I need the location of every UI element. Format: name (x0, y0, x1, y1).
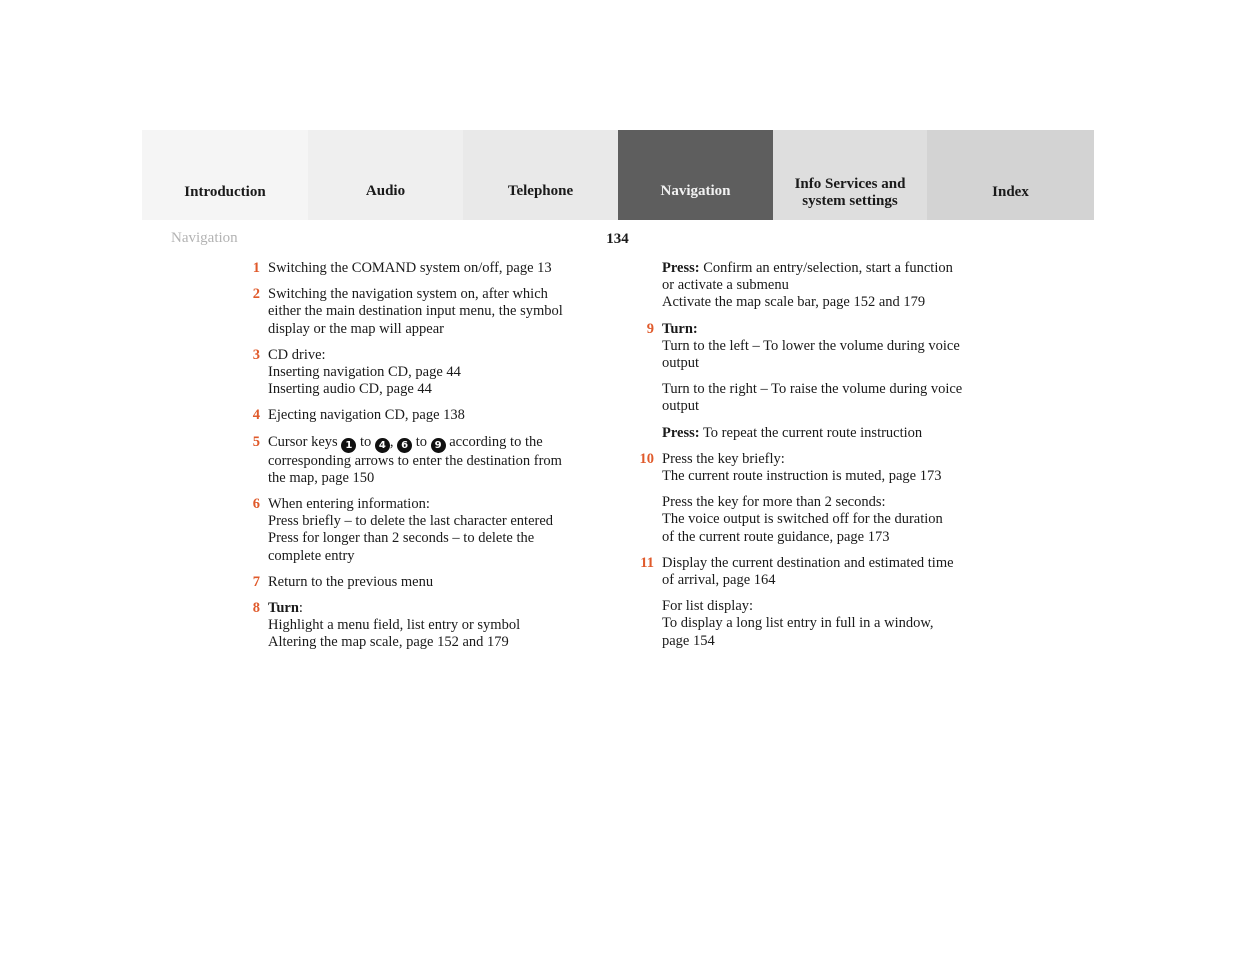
list-item (232, 260, 612, 277)
tab-navigation-active[interactable] (618, 130, 773, 220)
text-fragment: Cursor keys (268, 433, 342, 450)
text-fragment: Confirm an entry/selection, start a function (699, 260, 953, 276)
item-number: 7 (252, 573, 260, 590)
item-text: page 154 (662, 632, 715, 649)
tab-index[interactable] (927, 130, 1094, 220)
item-number: 2 (252, 286, 260, 303)
key-4-icon: 4 (375, 438, 390, 453)
right-column (626, 260, 1016, 659)
item-text: The voice output is switched off for the duration (662, 511, 943, 528)
key-6-icon: 6 (397, 438, 412, 453)
chapter-tabs (142, 130, 1094, 220)
item-text: Switching the navigation system on, after which (268, 286, 548, 303)
list-item (626, 260, 1016, 312)
item-text: For list display: (662, 598, 754, 615)
tab-info-services[interactable] (773, 130, 927, 220)
item-text: Press the key briefly: (662, 450, 785, 467)
item-text: Press the key for more than 2 seconds: (662, 494, 886, 511)
text-fragment: to (356, 433, 375, 450)
item-text: Highlight a menu field, list entry or symbol (268, 617, 521, 634)
item-number: 9 (646, 320, 654, 337)
key-1-icon: 1 (341, 438, 356, 453)
list-item (626, 555, 1016, 650)
list-item (626, 321, 1016, 442)
turn-heading: Turn: (662, 320, 698, 337)
item-text: Press for longer than 2 seconds – to delete the (268, 530, 535, 547)
item-heading (268, 600, 612, 617)
item-text: of arrival, page 164 (662, 572, 776, 589)
item-text: display or the map will appear (268, 320, 444, 337)
item-text (662, 425, 1016, 442)
list-item (232, 434, 612, 487)
item-text: The current route instruction is muted, page 173 (662, 468, 942, 485)
item-text: Inserting navigation CD, page 44 (268, 364, 461, 381)
item-text: Switching the COMAND system on/off, page 13 (268, 260, 552, 276)
tab-label: Audio (365, 183, 406, 199)
item-paragraph (662, 555, 1016, 589)
section-title: Navigation (171, 230, 238, 246)
text-fragment: according to the (445, 433, 543, 450)
list-item (232, 496, 612, 565)
item-paragraph (662, 494, 1016, 546)
tab-label: Index (992, 184, 1029, 200)
tab-label: Info Services and system settings (794, 176, 906, 209)
press-heading: Press: (662, 424, 700, 441)
tab-label: Introduction (184, 184, 266, 200)
item-text (662, 260, 1016, 277)
item-text: To display a long list entry in full in a window, (662, 615, 934, 632)
list-item (232, 286, 612, 338)
text-fragment: to (412, 433, 431, 450)
tab-label: Telephone (507, 183, 574, 199)
item-number: 5 (252, 433, 260, 450)
item-number: 8 (252, 600, 260, 617)
item-text: output (662, 398, 700, 415)
item-text: When entering information: (268, 496, 430, 513)
item-text: complete entry (268, 547, 355, 564)
item-text: Press briefly – to delete the last character entered (268, 513, 554, 530)
item-text: Return to the previous menu (268, 573, 434, 590)
item-text: Inserting audio CD, page 44 (268, 381, 432, 398)
item-paragraph (662, 598, 1016, 650)
turn-heading: Turn (268, 600, 299, 617)
item-number: 11 (640, 554, 654, 571)
item-text (268, 434, 612, 453)
item-text: corresponding arrows to enter the destination from (268, 452, 562, 469)
tab-telephone[interactable] (463, 130, 618, 220)
item-text: CD drive: (268, 346, 326, 363)
item-number: 3 (252, 346, 260, 363)
list-item (232, 600, 612, 652)
press-heading: Press: (662, 260, 700, 276)
list-item (232, 347, 612, 399)
item-number: 10 (639, 450, 654, 467)
tab-introduction[interactable] (142, 130, 308, 220)
item-text: of the current route guidance, page 173 (662, 528, 890, 545)
item-text: or activate a submenu (662, 277, 789, 294)
list-item (232, 574, 612, 591)
text-fragment: , (389, 433, 398, 450)
text-fragment: To repeat the current route instruction (699, 424, 923, 441)
item-text: Altering the map scale, page 152 and 179 (268, 634, 509, 651)
item-text: Turn to the right – To raise the volume during voice (662, 381, 963, 398)
item-number: 1 (252, 260, 260, 276)
item-text: Ejecting navigation CD, page 138 (268, 407, 465, 424)
item-text: Display the current destination and estimated time (662, 554, 954, 571)
item-text: output (662, 355, 700, 372)
item-text: Turn to the left – To lower the volume during voice (662, 337, 960, 354)
key-9-icon: 9 (431, 438, 446, 453)
tab-audio[interactable] (308, 130, 463, 220)
item-paragraph (662, 381, 1016, 415)
item-paragraph (662, 451, 1016, 485)
item-paragraph (662, 425, 1016, 442)
list-item (232, 407, 612, 424)
item-text: either the main destination input menu, the symbol (268, 303, 563, 320)
page-number: 134 (606, 231, 629, 247)
item-text: the map, page 150 (268, 469, 375, 486)
text-fragment: : (298, 600, 303, 617)
item-paragraph (662, 338, 1016, 372)
tab-label: Navigation (660, 183, 731, 199)
list-item (626, 451, 1016, 546)
item-number: 4 (252, 407, 260, 424)
item-text: Activate the map scale bar, page 152 and 179 (662, 294, 926, 311)
left-column (232, 260, 612, 661)
item-number: 6 (252, 496, 260, 513)
